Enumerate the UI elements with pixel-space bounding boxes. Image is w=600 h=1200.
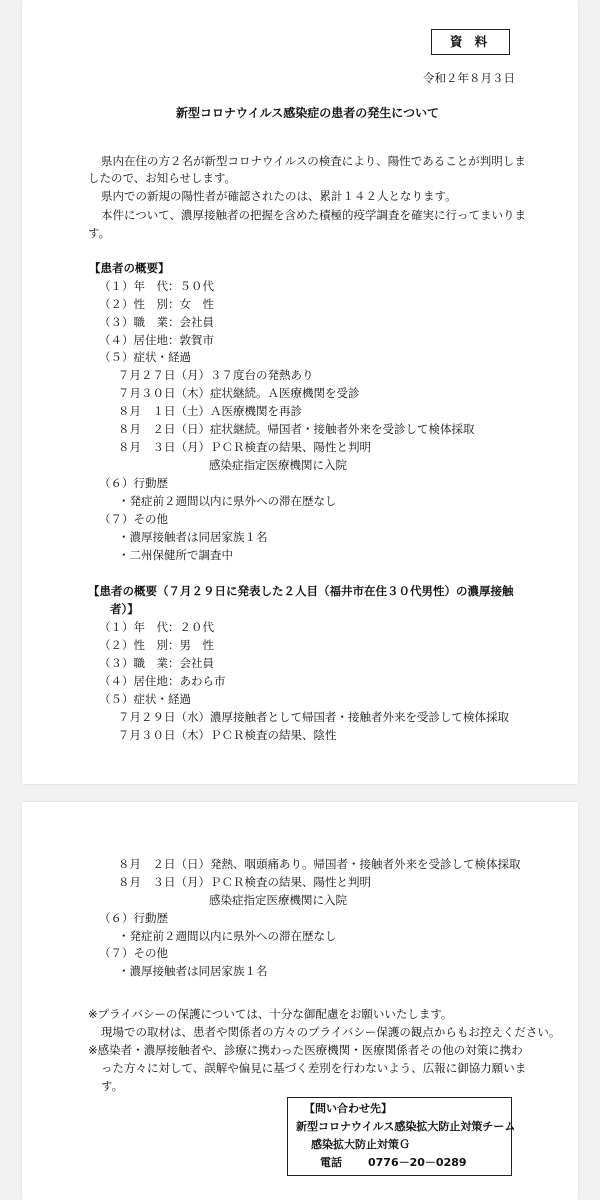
- patient1-item: （１）年 代：５０代: [99, 279, 214, 293]
- patient1-other: ・二州保健所で調査中: [118, 548, 233, 562]
- patient1-timeline-entry: ８月 ３日（月）ＰＣＲ検査の結果、陽性と判明: [118, 440, 371, 454]
- patient1-other: ・濃厚接触者は同居家族１名: [118, 530, 268, 544]
- patient2-item: （４）居住地：あわら市: [99, 674, 226, 688]
- patient1-item: （３）職 業：会社員: [99, 315, 214, 329]
- patient2-timeline-entry: ７月２９日（水）濃厚接触者として帰国者・接触者外来を受診して検体採取: [118, 710, 509, 724]
- patient2-item: （５）症状・経過: [99, 692, 191, 706]
- patient1-item: （２）性 別：女 性: [99, 297, 214, 311]
- contact-group: 感染拡大防止対策Ｇ: [311, 1138, 410, 1151]
- patient1-timeline-entry: ７月２７日（月）３７度台の発熱あり: [118, 368, 314, 382]
- intro-line: 本件について、濃厚接触者の把握を含めた積極的疫学調査を確実に行ってまいりま: [101, 208, 527, 222]
- patient1-history: ・発症前２週間以内に県外への滞在歴なし: [118, 494, 337, 508]
- patient1-other-label: （７）その他: [99, 512, 168, 526]
- patient2-history: ・発症前２週間以内に県外への滞在歴なし: [118, 929, 337, 943]
- patient1-heading: 【患者の概要】: [89, 261, 170, 275]
- patient2-other-label: （７）その他: [99, 946, 168, 960]
- privacy-note: 現場での取材は、患者や関係者の方々のプライバシー保護の観点からもお控えください。: [101, 1025, 561, 1039]
- patient1-timeline-entry: ８月 １日（土）Ａ医療機関を再診: [118, 404, 302, 418]
- patient2-timeline-entry: ８月 ３日（月）ＰＣＲ検査の結果、陽性と判明: [118, 875, 371, 889]
- intro-line: す。: [88, 226, 111, 240]
- discrimination-note: す。: [101, 1079, 124, 1093]
- patient2-timeline-entry: ７月３０日（木）ＰＣＲ検査の結果、陰性: [118, 728, 337, 742]
- contact-phone-label: 電話: [320, 1156, 342, 1169]
- patient1-timeline-entry: ７月３０日（木）症状継続。Ａ医療機関を受診: [118, 386, 360, 400]
- intro-line: 県内での新規の陽性者が確認されたのは、累計１４２人となります。: [101, 189, 457, 203]
- patient2-item: （２）性 別：男 性: [99, 638, 214, 652]
- intro-line: したので、お知らせします。: [88, 171, 237, 185]
- contact-box: [287, 1097, 516, 1176]
- patient2-item: （３）職 業：会社員: [99, 656, 214, 670]
- contact-team: 新型コロナウイルス感染拡大防止対策チーム: [296, 1120, 516, 1133]
- patient2-timeline-continuation: 感染症指定医療機関に入院: [209, 893, 347, 907]
- discrimination-note: った方々に対して、誤解や偏見に基づく差別を行わないよう、広報に御協力願いま: [101, 1061, 527, 1075]
- privacy-note: ※プライバシーの保護については、十分な御配慮をお願いいたします。: [88, 1007, 453, 1021]
- document-date: 令和２年８月３日: [423, 71, 515, 85]
- document-title: 新型コロナウイルス感染症の患者の発生について: [176, 106, 440, 120]
- patient1-item: （５）症状・経過: [99, 350, 191, 364]
- contact-heading: 【問い合わせ先】: [304, 1102, 392, 1115]
- contact-phone: 0776－20－0289: [368, 1156, 467, 1169]
- patient2-item: （１）年 代：２０代: [99, 620, 214, 634]
- patient2-heading-continued: 者）】: [110, 602, 139, 616]
- patient1-history-label: （６）行動歴: [99, 476, 168, 490]
- patient2-timeline-entry: ８月 ２日（日）発熱、咽頭痛あり。帰国者・接触者外来を受診して検体採取: [118, 857, 521, 871]
- document-type-stamp: 資 料: [431, 29, 510, 55]
- intro-line: 県内在住の方２名が新型コロナウイルスの検査により、陽性であることが判明しま: [101, 154, 526, 168]
- patient2-history-label: （６）行動歴: [99, 911, 168, 925]
- patient2-other: ・濃厚接触者は同居家族１名: [118, 964, 268, 978]
- patient1-timeline-entry: ８月 ２日（日）症状継続。帰国者・接触者外来を受診して検体採取: [118, 422, 475, 436]
- patient1-timeline-continuation: 感染症指定医療機関に入院: [209, 458, 347, 472]
- patient2-heading: 【患者の概要（７月２９日に発表した２人目（福井市在住３０代男性）の濃厚接触: [88, 584, 514, 598]
- discrimination-note: ※感染者・濃厚接触者や、診療に携わった医療機関・医療関係者その他の対策に携わ: [88, 1043, 523, 1057]
- patient1-item: （４）居住地：敦賀市: [99, 333, 214, 347]
